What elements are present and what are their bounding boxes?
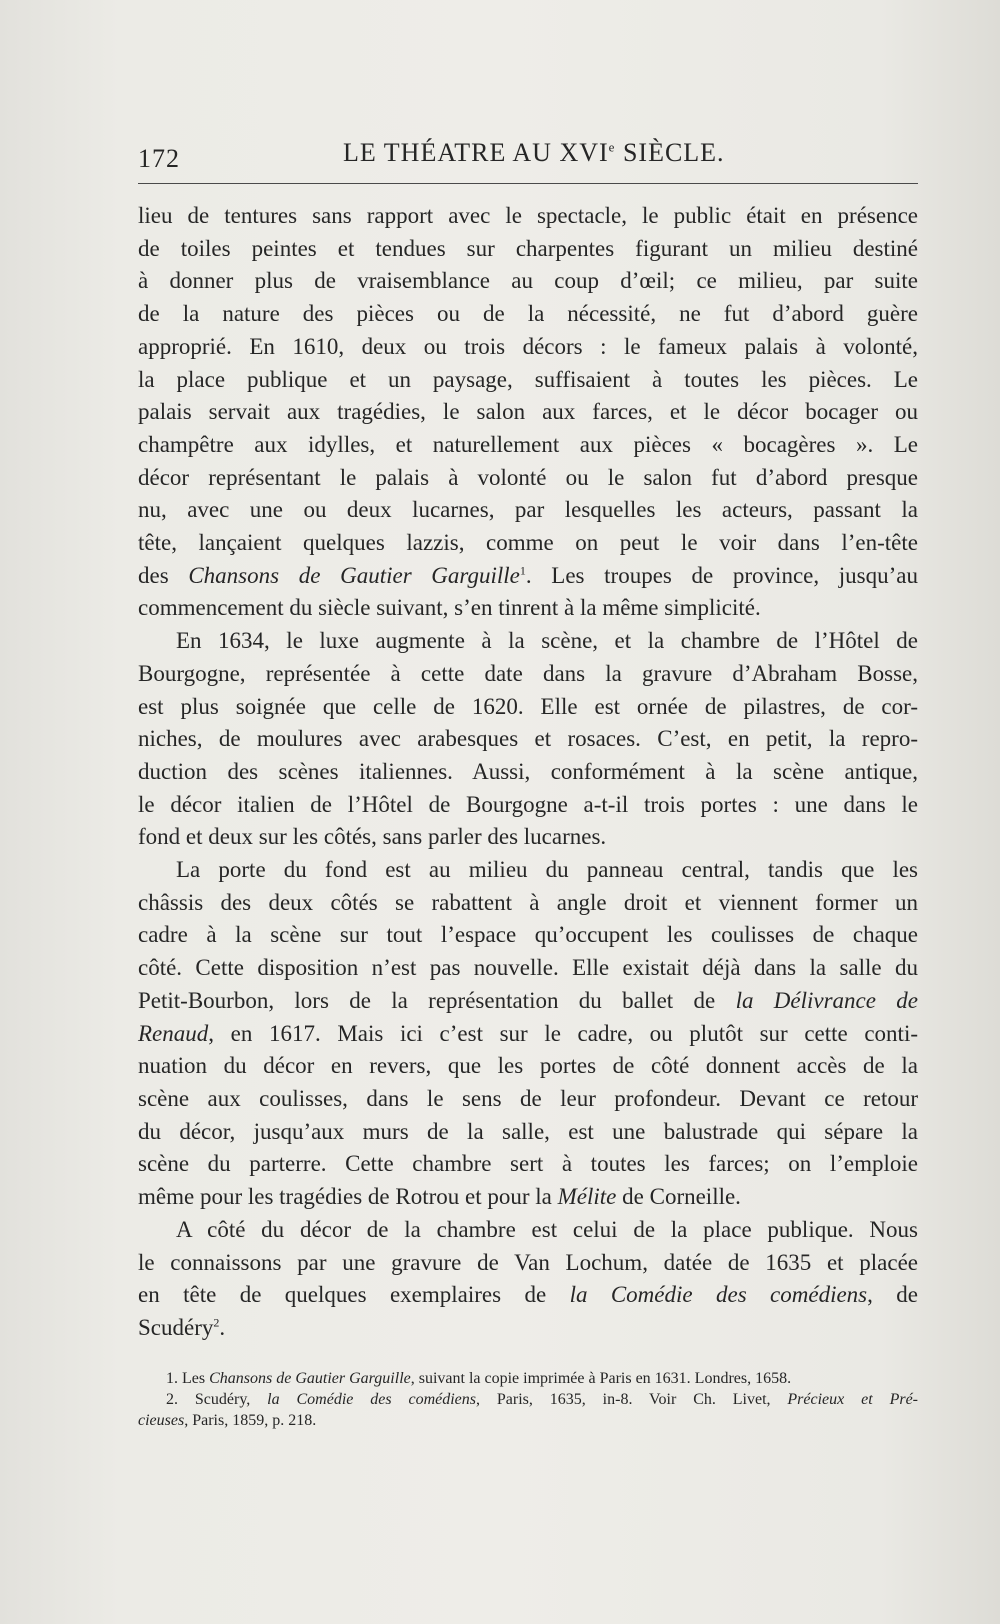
text-line: même pour les tragédies de Rotrou et pour la Mélite de Corneille. <box>138 1184 741 1210</box>
text-line: palais servait aux tragédies, le salon aux farces, et le décor bocager ou <box>138 399 918 425</box>
text-line: scène du parterre. Cette chambre sert à toutes les farces; on l’emploie <box>138 1151 918 1177</box>
text-line: châssis des deux côtés se rabattent à angle droit et viennent former un <box>138 889 918 915</box>
text-line: Bourgogne, représentée à cette date dans la gravure d’Abraham Bosse, <box>138 660 918 686</box>
text-line: fond et deux sur les côtés, sans parler des lucarnes. <box>138 824 607 850</box>
footnote-1: 1. Les Chansons de Gautier Garguille, suivant la copie imprimée à Paris en 1631. Londres, 1658. <box>166 1370 792 1387</box>
body-text <box>138 200 918 1345</box>
book-title-italic: Chansons de Gautier Garguille <box>188 562 520 588</box>
footnotes <box>138 1368 918 1431</box>
text-line: En 1634, le luxe augmente à la scène, et la chambre de l’Hôtel de <box>176 628 918 654</box>
text-line: de toiles peintes et tendues sur charpentes figurant un milieu destiné <box>138 235 918 261</box>
text-line: le décor italien de l’Hôtel de Bourgogne a-t-il trois portes : une dans le <box>138 791 918 817</box>
text-line: tête, lançaient quelques lazzis, comme on peut le voir dans l’en-tête <box>138 530 918 556</box>
work-title-italic: Mélite <box>557 1184 617 1210</box>
text-line: est plus soignée que celle de 1620. Elle est ornée de pilastres, de cor- <box>138 693 918 719</box>
text-line: du décor, jusqu’aux murs de la salle, est une balustrade qui sépare la <box>138 1118 918 1144</box>
text-line: duction des scènes italiennes. Aussi, conformément à la scène antique, <box>138 758 918 784</box>
running-title: LE THÉATRE AU XVIe SIÈCLE. <box>343 138 725 167</box>
text-line: cadre à la scène sur tout l’espace qu’occupent les coulisses de chaque <box>138 922 918 948</box>
paragraph-3 <box>138 854 918 1214</box>
text-line: lieu de tentures sans rapport avec le spectacle, le public était en présence <box>138 203 918 228</box>
footnote-ref: 1 <box>519 563 526 578</box>
text-line: des Chansons de Gautier Garguille$^1$. Les troupes de province, jusqu’au <box>138 562 918 588</box>
footnote-2: 2. Scudéry, la Comédie des comédiens, Paris, 1635, in-8. Voir Ch. Livet, Précieux et Pré- <box>166 1391 919 1408</box>
paragraph-4 <box>138 1214 918 1345</box>
paragraph-2 <box>138 625 918 854</box>
text-line: de la nature des pièces ou de la nécessité, ne fut d’abord guère <box>138 301 918 327</box>
text-line: Petit-Bourbon, lors de la représentation du ballet de la Délivrance de <box>138 987 918 1013</box>
text-line: côté. Cette disposition n’est pas nouvelle. Elle existait déjà dans la salle du <box>138 955 918 981</box>
text-line: à donner plus de vraisemblance au coup d’œil; ce milieu, par suite <box>138 268 918 294</box>
header-rule <box>138 183 918 184</box>
footnote-2-continued: cieuses, Paris, 1859, p. 218. <box>138 1412 317 1429</box>
text-line: La porte du fond est au milieu du panneau central, tandis que les <box>176 857 918 883</box>
text-line: Renaud, en 1617. Mais ici c’est sur le cadre, ou plutôt sur cette conti- <box>138 1020 918 1046</box>
text-line: champêtre aux idylles, et naturellement aux pièces « bocagères ». Le <box>138 431 918 457</box>
work-title-italic: la Comédie des comédiens <box>569 1282 868 1308</box>
text-line: A côté du décor de la chambre est celui de la place publique. Nous <box>176 1216 918 1242</box>
text-line: commencement du siècle suivant, s’en tinrent à la même simplicité. <box>138 595 761 621</box>
page-number: 172 <box>138 144 180 173</box>
text-line: la place publique et un paysage, suffisaient à toutes les pièces. Le <box>138 366 918 392</box>
text-line: niches, de moulures avec arabesques et rosaces. C’est, en petit, la repro- <box>138 726 918 752</box>
text-line: Scudéry$^2$. <box>138 1314 226 1340</box>
page-header <box>138 132 918 172</box>
text-line: approprié. En 1610, deux ou trois décors : le fameux palais à volonté, <box>138 333 918 359</box>
footnote-ref: 2 <box>213 1315 220 1330</box>
work-title-italic: Renaud <box>138 1020 209 1046</box>
text-line: en tête de quelques exemplaires de la Comédie des comédiens, de <box>138 1282 918 1308</box>
paragraph-1 <box>138 200 918 625</box>
work-title-italic: la Délivrance de <box>735 987 918 1013</box>
text-line: décor représentant le palais à volonté ou le salon fut d’abord presque <box>138 464 918 490</box>
text-line: nuation du décor en revers, que les portes de côté donnent accès de la <box>138 1053 918 1079</box>
text-line: nu, avec une ou deux lucarnes, par lesquelles les acteurs, passant la <box>138 497 918 523</box>
text-line: le connaissons par une gravure de Van Lochum, datée de 1635 et placée <box>138 1249 918 1275</box>
text-line: scène aux coulisses, dans le sens de leur profondeur. Devant ce retour <box>138 1085 918 1111</box>
